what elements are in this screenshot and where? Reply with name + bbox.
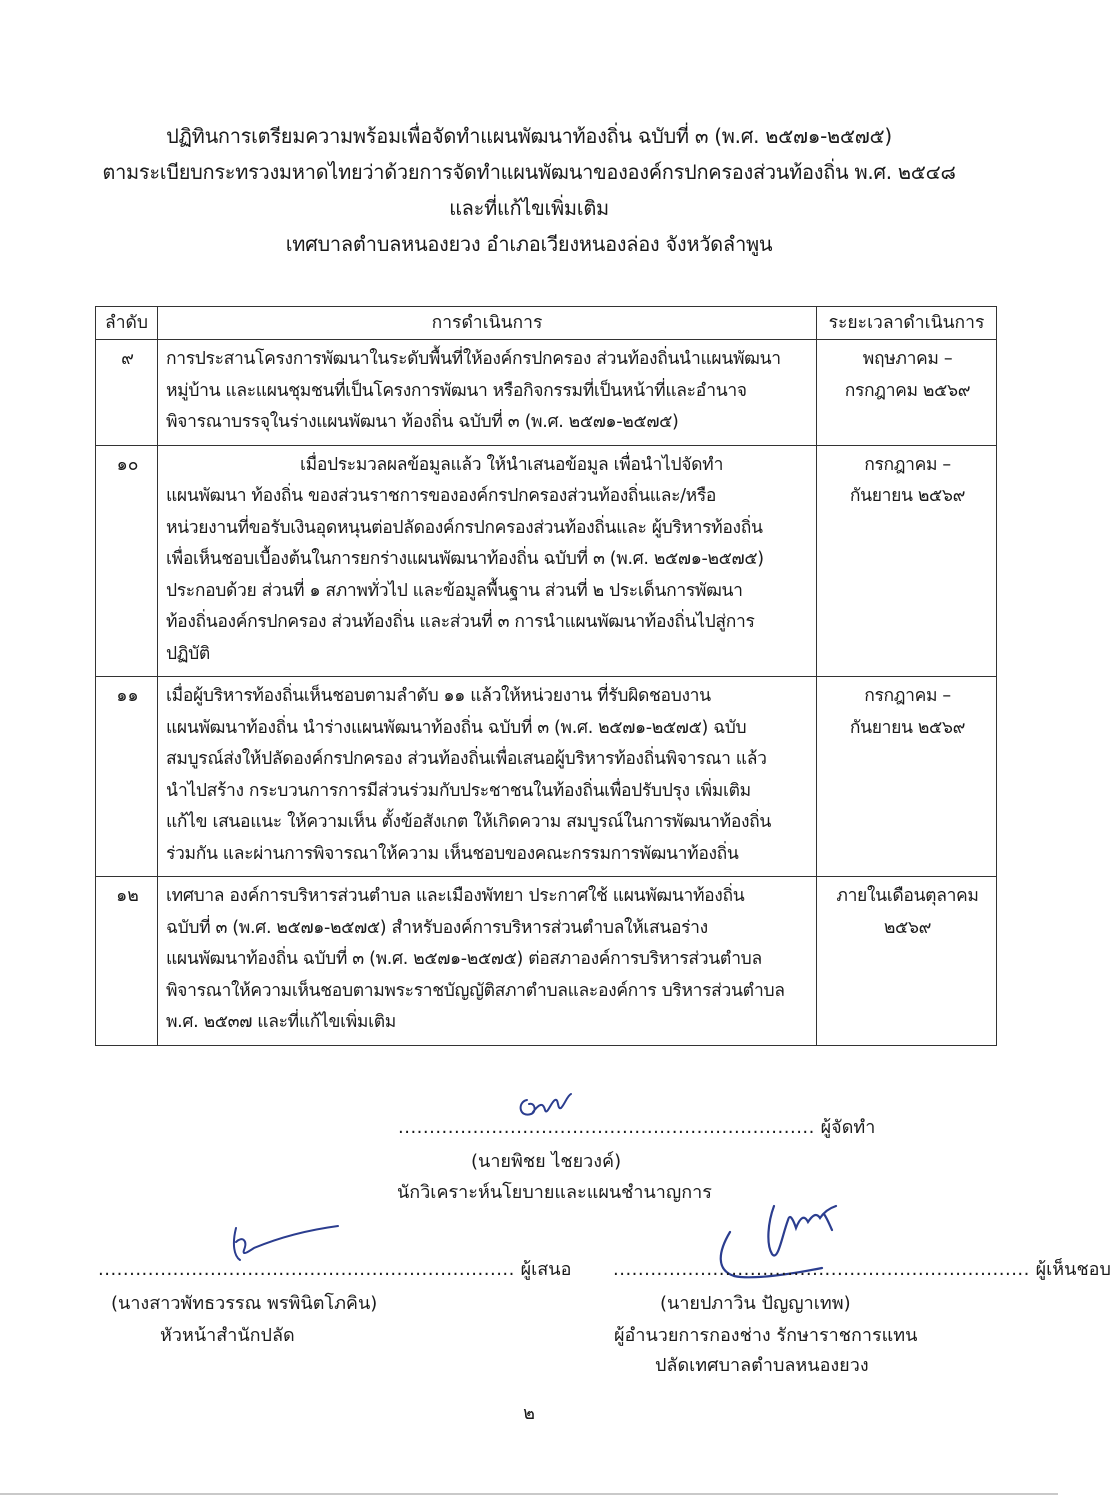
row-no: ๙ xyxy=(96,340,158,446)
table-row xyxy=(96,877,997,1046)
period-line: กันยายน ๒๕๖๙ xyxy=(849,717,966,738)
proposer-dots: ................................................................... xyxy=(98,1259,515,1280)
action-line: แก้ไข เสนอแนะ ให้ความเห็น ตั้งข้อสังเกต ให้เกิดความ สมบูรณ์ในการพัฒนาท้องถิ่น xyxy=(166,812,772,832)
preparer-signature-line xyxy=(398,1112,875,1144)
action-line: พิจารณาให้ความเห็นชอบตามพระราชบัญญัติสภาตำบลและองค์การ บริหารส่วนตำบล xyxy=(166,980,785,1001)
row-period xyxy=(817,340,997,446)
period-line: ภายในเดือนตุลาคม xyxy=(836,886,979,906)
period-line: ๒๕๖๙ xyxy=(883,917,932,938)
preparer-position: นักวิเคราะห์นโยบายและแผนชำนาญการ xyxy=(397,1182,712,1203)
header-action: การดำเนินการ xyxy=(158,307,817,340)
action-line: ท้องถิ่นองค์กรปกครอง ส่วนท้องถิ่น และส่วนที่ ๓ การนำแผนพัฒนาท้องถิ่นไปสู่การ xyxy=(166,612,755,632)
action-line: พิจารณาบรรจุในร่างแผนพัฒนา ท้องถิ่น ฉบับที่ ๓ (พ.ศ. ๒๕๗๑-๒๕๗๕) xyxy=(166,412,679,432)
title-line-4: เทศบาลตำบลหนองยวง อำเภอเวียงหนองล่อง จังหวัดลำพูน xyxy=(285,232,773,256)
row-period xyxy=(817,445,997,677)
action-line: ฉบับที่ ๓ (พ.ศ. ๒๕๗๑-๒๕๗๕) สำหรับองค์การบริหารส่วนตำบลให้เสนอร่าง xyxy=(166,917,708,938)
action-line: หน่วยงานที่ขอรับเงินอุดหนุนต่อปลัดองค์กรปกครองส่วนท้องถิ่นและ ผู้บริหารท้องถิ่น xyxy=(166,517,763,538)
approver-role: ผู้เห็นชอบ xyxy=(1035,1259,1111,1280)
action-line: สมบูรณ์ส่งให้ปลัดองค์กรปกครอง ส่วนท้องถิ่นเพื่อเสนอผู้บริหารท้องถิ่นพิจารณา แล้ว xyxy=(166,749,767,769)
row-no: ๑๒ xyxy=(96,877,158,1046)
action-line: เมื่อประมวลผลข้อมูลแล้ว ให้นำเสนอข้อมูล เพื่อนำไปจัดทำ xyxy=(300,454,724,475)
header-no: ลำดับ xyxy=(96,307,158,340)
action-line: พ.ศ. ๒๕๓๗ และที่แก้ไขเพิ่มเติม xyxy=(166,1012,396,1032)
period-line: กรกฎาคม ๒๕๖๙ xyxy=(844,380,971,401)
document-title xyxy=(0,118,1058,262)
table-header-row xyxy=(96,307,997,340)
action-line: การประสานโครงการพัฒนาในระดับพื้นที่ให้องค์กรปกครอง ส่วนท้องถิ่นนำแผนพัฒนา xyxy=(166,349,781,369)
action-line: ร่วมกัน และผ่านการพิจารณาให้ความ เห็นชอบของคณะกรรมการพัฒนาท้องถิ่น xyxy=(166,843,739,864)
preparer-role: ผู้จัดทำ xyxy=(820,1117,876,1138)
approver-position-1: ผู้อำนวยการกองช่าง รักษาราชการแทน xyxy=(614,1325,918,1346)
action-line: นำไปสร้าง กระบวนการการมีส่วนร่วมกับประชาชนในท้องถิ่นเพื่อปรับปรุง เพิ่มเติม xyxy=(166,780,751,801)
table-row xyxy=(96,340,997,446)
row-action xyxy=(158,340,817,446)
action-line: หมู่บ้าน และแผนชุมชนที่เป็นโครงการพัฒนา หรือกิจกรรมที่เป็นหน้าที่และอำนาจ xyxy=(166,380,747,401)
approver-position-2: ปลัดเทศบาลตำบลหนองยวง xyxy=(655,1355,869,1376)
preparer-name: (นายพิชย ไชยวงค์) xyxy=(471,1151,622,1172)
period-line: พฤษภาคม – xyxy=(862,349,953,369)
approver-dots: ................................................................... xyxy=(613,1259,1030,1280)
action-line: แผนพัฒนาท้องถิ่น นำร่างแผนพัฒนาท้องถิ่น ฉบับที่ ๓ (พ.ศ. ๒๕๗๑-๒๕๗๕) ฉบับ xyxy=(166,717,747,738)
action-line: แผนพัฒนาท้องถิ่น ฉบับที่ ๓ (พ.ศ. ๒๕๗๑-๒๕๗๕) ต่อสภาองค์การบริหารส่วนตำบล xyxy=(166,949,762,969)
action-line: เพื่อเห็นชอบเบื้องต้นในการยกร่างแผนพัฒนาท้องถิ่น ฉบับที่ ๓ (พ.ศ. ๒๕๗๑-๒๕๗๕) xyxy=(166,549,764,569)
row-period xyxy=(817,877,997,1046)
approver-name: (นายปภาวิน ปัญญาเทพ) xyxy=(660,1293,851,1314)
preparer-dots: ................................................................... xyxy=(398,1117,815,1138)
page-number: ๒ xyxy=(523,1403,535,1424)
row-no: ๑๐ xyxy=(96,445,158,677)
title-line-2: ตามระเบียบกระทรวงมหาดไทยว่าด้วยการจัดทำแผนพัฒนาขององค์กรปกครองส่วนท้องถิ่น พ.ศ. ๒๕๔๘ xyxy=(102,160,956,184)
title-line-3: และที่แก้ไขเพิ่มเติม xyxy=(449,196,609,220)
period-line: กรกฎาคม – xyxy=(864,686,951,706)
row-action xyxy=(158,677,817,877)
title-line-1: ปฏิทินการเตรียมความพร้อมเพื่อจัดทำแผนพัฒนาท้องถิ่น ฉบับที่ ๓ (พ.ศ. ๒๕๗๑-๒๕๗๕) xyxy=(166,124,892,148)
action-line: ปฏิบัติ xyxy=(166,643,210,664)
table-row xyxy=(96,677,997,877)
row-no: ๑๑ xyxy=(96,677,158,877)
row-period xyxy=(817,677,997,877)
action-line: ประกอบด้วย ส่วนที่ ๑ สภาพทั่วไป และข้อมูลพื้นฐาน ส่วนที่ ๒ ประเด็นการพัฒนา xyxy=(166,580,743,601)
approver-signature-line xyxy=(613,1254,1111,1286)
row-action xyxy=(158,877,817,1046)
scan-edge-rule xyxy=(0,1493,1058,1495)
header-period: ระยะเวลาดำเนินการ xyxy=(817,307,997,340)
schedule-table xyxy=(95,306,997,1046)
row-action xyxy=(158,445,817,677)
period-line: กันยายน ๒๕๖๙ xyxy=(849,486,966,506)
action-line: เมื่อผู้บริหารท้องถิ่นเห็นชอบตามลำดับ ๑๑ แล้วให้หน่วยงาน ที่รับผิดชอบงาน xyxy=(166,686,711,706)
proposer-position: หัวหน้าสำนักปลัด xyxy=(160,1325,295,1346)
table-row xyxy=(96,445,997,677)
action-line: แผนพัฒนา ท้องถิ่น ของส่วนราชการขององค์กรปกครองส่วนท้องถิ่นและ/หรือ xyxy=(166,486,717,506)
proposer-name: (นางสาวพัทธวรรณ พรพินิตโภคิน) xyxy=(111,1293,378,1314)
period-line: กรกฎาคม – xyxy=(864,454,951,475)
proposer-role: ผู้เสนอ xyxy=(520,1259,572,1280)
proposer-signature-line xyxy=(98,1254,571,1286)
action-line: เทศบาล องค์การบริหารส่วนตำบล และเมืองพัทยา ประกาศใช้ แผนพัฒนาท้องถิ่น xyxy=(166,886,745,906)
